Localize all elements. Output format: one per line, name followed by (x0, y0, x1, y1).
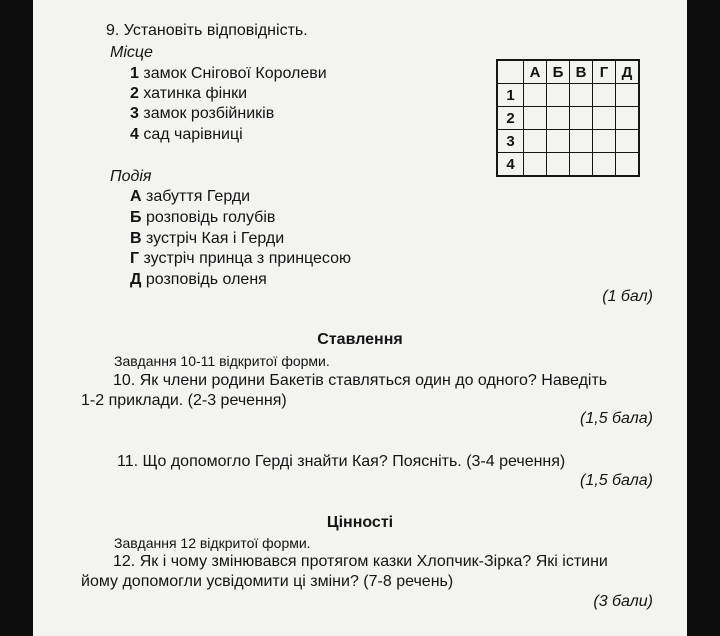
grid-row-header: 3 (497, 130, 524, 153)
place-num: 1 (130, 65, 139, 82)
grid-col-header: В (570, 60, 593, 84)
grid-answer-cell[interactable] (547, 107, 570, 130)
event-text: зустріч принца з принцесою (139, 250, 351, 267)
event-item-a (130, 188, 250, 206)
event-item-h (130, 250, 351, 268)
grid-row-header: 4 (497, 153, 524, 177)
place-text: хатинка фінки (138, 85, 248, 102)
place-text: сад чарівниці (138, 126, 243, 143)
grid-answer-cell[interactable] (547, 130, 570, 153)
place-item-4 (130, 126, 243, 144)
grid-row (497, 107, 639, 130)
grid-answer-cell[interactable] (616, 107, 640, 130)
q9-title: 9. Установіть відповідність. (106, 22, 308, 39)
event-heading: Подія (110, 168, 152, 185)
section-heading-stavlennia: Ставлення (317, 331, 403, 348)
grid-col-header: Г (593, 60, 616, 84)
place-item-1 (130, 65, 327, 83)
stavlennia-intro: Завдання 10-11 відкритої форми. (114, 353, 330, 369)
grid-answer-cell[interactable] (570, 84, 593, 107)
q12-line1: 12. Як і чому змінювався протягом казки Хлопчик-Зірка? Які істини (113, 553, 608, 570)
q9-score: (1 бал) (602, 288, 653, 305)
q10-line2: 1-2 приклади. (2-3 речення) (81, 392, 287, 409)
event-letter: А (130, 188, 142, 205)
grid-answer-cell[interactable] (570, 107, 593, 130)
grid-col-header: А (524, 60, 547, 84)
grid-answer-cell[interactable] (593, 84, 616, 107)
q12-line2: йому допомогли усвідомити ці зміни? (7-8 речень) (81, 573, 454, 590)
grid-row-header: 1 (497, 84, 524, 107)
grid-answer-cell[interactable] (547, 153, 570, 177)
grid-answer-cell[interactable] (547, 84, 570, 107)
place-text: замок розбійників (138, 105, 275, 122)
grid-answer-cell[interactable] (524, 84, 547, 107)
grid-answer-cell[interactable] (593, 153, 616, 177)
event-text: зустріч Кая і Герди (141, 230, 285, 247)
grid-answer-cell[interactable] (616, 84, 640, 107)
event-letter: В (130, 230, 142, 247)
event-letter: Б (130, 209, 142, 226)
q10-score: (1,5 бала) (580, 410, 653, 427)
grid-row-header: 2 (497, 107, 524, 130)
event-letter: Г (130, 250, 140, 267)
grid-corner-cell (497, 60, 524, 84)
section-heading-tsinnosti: Цінності (326, 514, 394, 531)
q11-text: 11. Що допомогло Герді знайти Кая? Поясніть. (3-4 речення) (117, 453, 566, 470)
place-item-3 (130, 105, 274, 123)
worksheet-page (33, 0, 687, 636)
event-text: забуття Герди (141, 188, 251, 205)
grid-row (497, 130, 639, 153)
event-item-v (130, 230, 284, 248)
place-num: 2 (130, 85, 139, 102)
place-num: 3 (130, 105, 139, 122)
place-num: 4 (130, 126, 139, 143)
event-item-b (130, 209, 275, 227)
event-item-d (130, 271, 267, 289)
q10-line1: 10. Як члени родини Бакетів ставляться один до одного? Наведіть (113, 372, 608, 389)
grid-col-header: Д (616, 60, 640, 84)
grid-answer-cell[interactable] (616, 130, 640, 153)
place-item-2 (130, 85, 247, 103)
event-text: розповідь оленя (141, 271, 267, 288)
grid-row (497, 84, 639, 107)
answer-grid (496, 59, 640, 177)
grid-answer-cell[interactable] (593, 130, 616, 153)
grid-row (497, 153, 639, 177)
grid-header-row (497, 60, 639, 84)
event-text: розповідь голубів (141, 209, 276, 226)
grid-answer-cell[interactable] (616, 153, 640, 177)
q12-score: (3 бали) (593, 593, 653, 610)
place-text: замок Снігової Королеви (138, 65, 327, 82)
tsinnosti-intro: Завдання 12 відкритої форми. (114, 535, 311, 551)
event-letter: Д (130, 271, 142, 288)
grid-answer-cell[interactable] (524, 130, 547, 153)
grid-answer-cell[interactable] (570, 130, 593, 153)
grid-answer-cell[interactable] (524, 107, 547, 130)
grid-answer-cell[interactable] (524, 153, 547, 177)
grid-answer-cell[interactable] (570, 153, 593, 177)
grid-answer-cell[interactable] (593, 107, 616, 130)
place-heading: Місце (110, 44, 153, 61)
grid-col-header: Б (547, 60, 570, 84)
q11-score: (1,5 бала) (580, 472, 653, 489)
